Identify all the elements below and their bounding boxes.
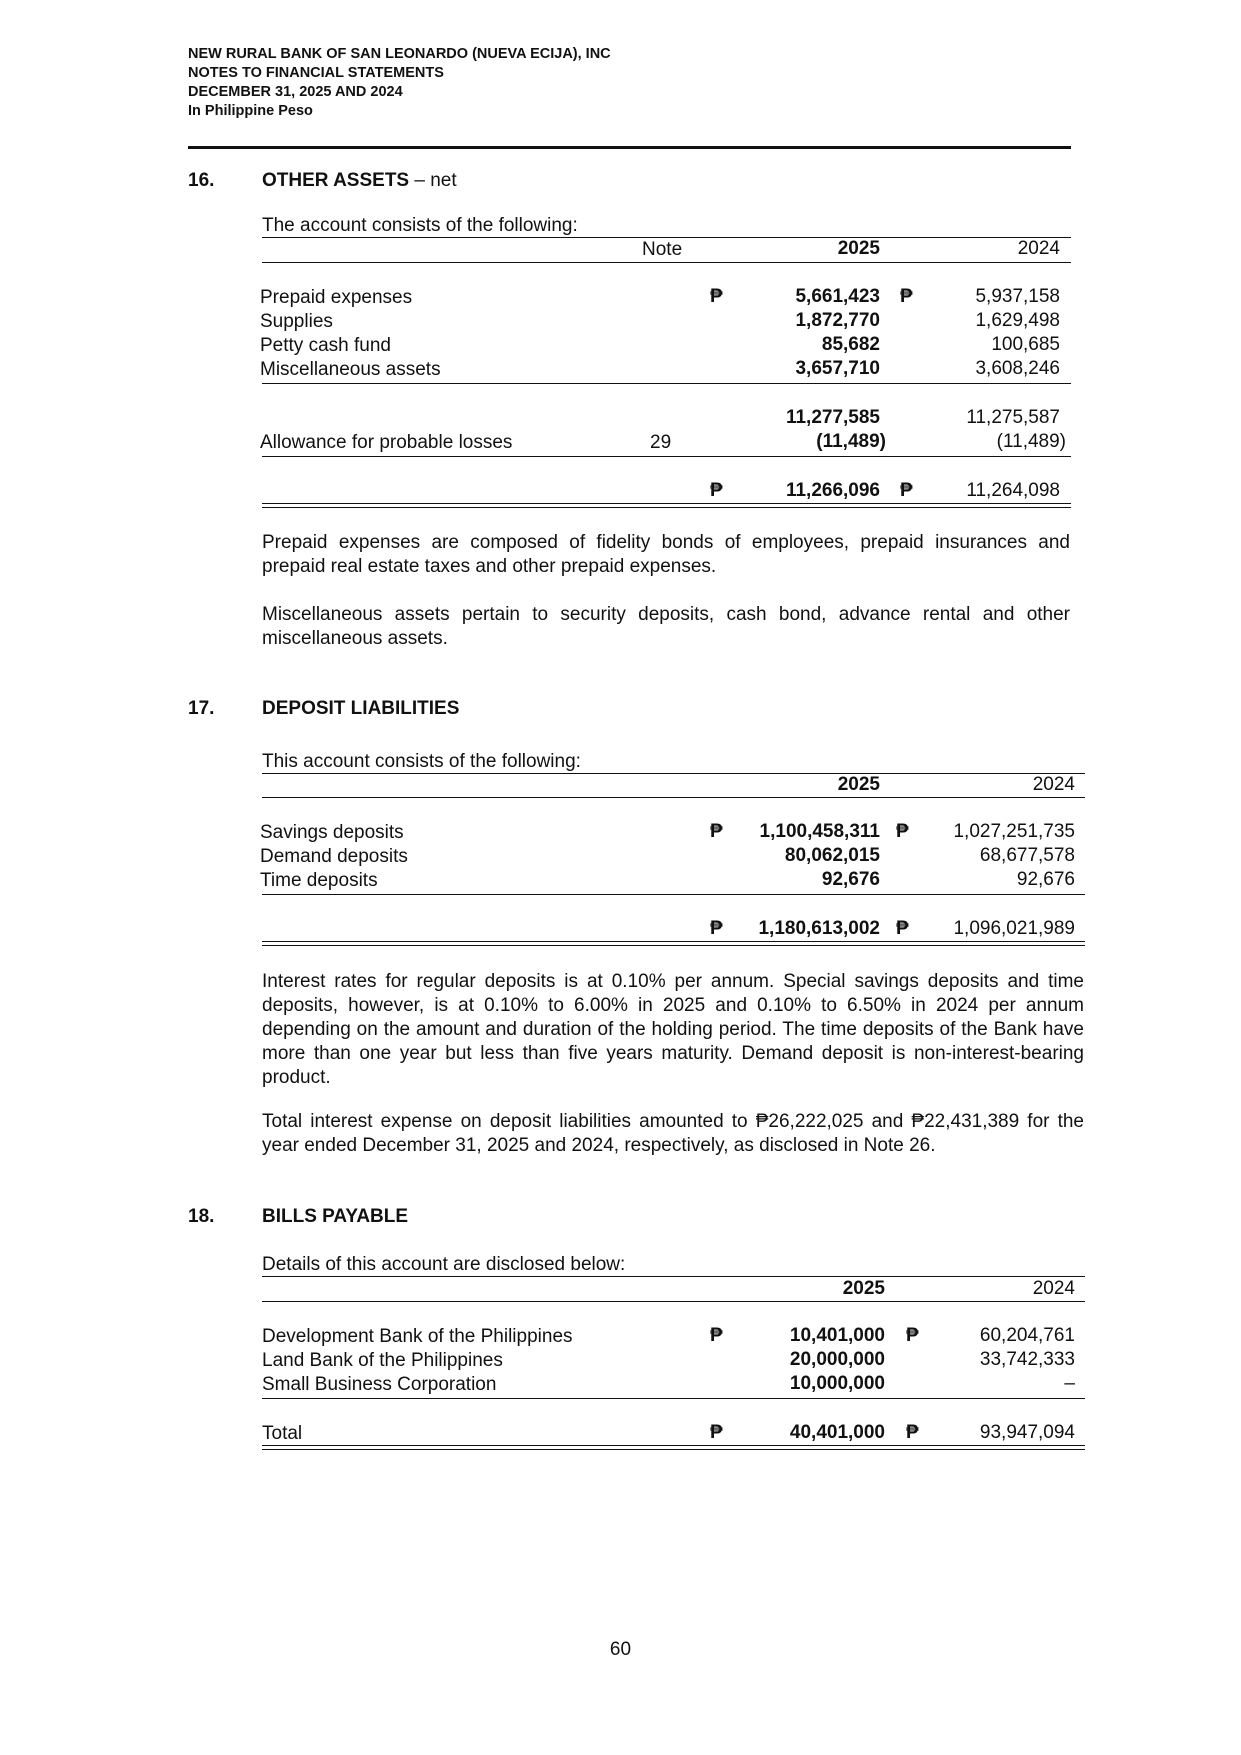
s17-total-rule <box>262 894 1085 895</box>
s16-subtotal-rule <box>262 383 1071 384</box>
s16-subtotal-2024: 11,275,587 <box>966 407 1060 428</box>
section-17-title: DEPOSIT LIABILITIES <box>262 698 460 719</box>
s16-allowance-2025: (11,489) <box>816 431 886 452</box>
s17-row-label: Demand deposits <box>260 846 408 867</box>
s16-row-2025: 85,682 <box>821 334 880 355</box>
s18-row-2025: 20,000,000 <box>789 1349 885 1370</box>
s16-row-label: Supplies <box>260 311 333 332</box>
s17-row-2024: 1,027,251,735 <box>953 821 1075 842</box>
s16-row-label: Miscellaneous assets <box>260 359 441 380</box>
section-18-number: 18. <box>188 1206 215 1227</box>
s17-header-rule <box>262 797 1085 798</box>
section-16-title-main: OTHER ASSETS <box>262 170 410 191</box>
section-17-intro: This account consists of the following: <box>262 751 581 772</box>
s18-row-2024: 33,742,333 <box>979 1349 1075 1370</box>
section-17-number: 17. <box>188 698 215 719</box>
peso-sign: ₱ <box>710 480 723 501</box>
s16-col-note: Note <box>642 239 683 260</box>
s16-col-2025: 2025 <box>837 238 880 259</box>
s16-row-2025: 1,872,770 <box>795 310 880 331</box>
s17-col-2024: 2024 <box>1032 774 1075 795</box>
s17-paragraph-2: Total interest expense on deposit liabilities amounted to ₱26,222,025 and ₱22,431,389 for the year ended December 31, 2025 and 2024, respectively, as disclosed in Note 26. <box>262 1111 1084 1156</box>
s17-double-rule <box>262 941 1085 946</box>
peso-sign: ₱ <box>710 1325 723 1346</box>
s17-row-2024: 92,676 <box>1016 869 1075 890</box>
s16-paragraph-2: Miscellaneous assets pertain to security deposits, cash bond, advance rental and other miscellaneous assets. <box>262 604 1070 649</box>
section-16-number: 16. <box>188 170 215 191</box>
s16-row-2024: 3,608,246 <box>975 358 1060 379</box>
s18-table-top-rule <box>262 1276 1085 1277</box>
s18-row-label: Development Bank of the Philippines <box>262 1326 573 1347</box>
page-number: 60 <box>609 1639 632 1660</box>
s17-row-label: Time deposits <box>260 870 378 891</box>
s16-row-2025: 3,657,710 <box>795 358 880 379</box>
s18-total-rule <box>262 1398 1085 1399</box>
peso-sign: ₱ <box>896 918 909 939</box>
section-18-title: BILLS PAYABLE <box>262 1206 409 1227</box>
s16-paragraph-1: Prepaid expenses are composed of fidelity bonds of employees, prepaid insurances and prepaid real estate taxes and other prepaid expenses. <box>262 532 1070 577</box>
s18-double-rule <box>262 1445 1085 1450</box>
s18-header-rule <box>262 1301 1085 1302</box>
peso-sign: ₱ <box>906 1422 919 1443</box>
s16-total-rule <box>262 456 1071 457</box>
s18-col-2024: 2024 <box>1032 1278 1075 1299</box>
peso-sign: ₱ <box>906 1325 919 1346</box>
peso-sign: ₱ <box>900 286 913 307</box>
document-date: DECEMBER 31, 2025 AND 2024 <box>188 84 403 100</box>
s17-total-2024: 1,096,021,989 <box>953 918 1075 939</box>
s17-table-top-rule <box>262 773 1085 774</box>
s18-row-label: Small Business Corporation <box>262 1374 497 1395</box>
s18-total-2025: 40,401,000 <box>789 1422 885 1443</box>
s16-row-2024: 1,629,498 <box>975 310 1060 331</box>
company-name: NEW RURAL BANK OF SAN LEONARDO (NUEVA ECIJA), INC <box>188 46 611 62</box>
peso-sign: ₱ <box>710 286 723 307</box>
s17-total-2025: 1,180,613,002 <box>758 918 880 939</box>
header-rule <box>188 146 1071 149</box>
s16-row-label: Petty cash fund <box>260 335 391 356</box>
s17-row-2025: 92,676 <box>821 869 880 890</box>
s16-allowance-label: Allowance for probable losses <box>260 432 513 453</box>
s18-row-2024: – <box>1064 1373 1075 1394</box>
s16-row-2025: 5,661,423 <box>795 286 880 307</box>
s16-row-2024: 5,937,158 <box>975 286 1060 307</box>
s17-row-2025: 1,100,458,311 <box>759 821 880 842</box>
s18-row-2025: 10,401,000 <box>789 1325 885 1346</box>
s18-row-2024: 60,204,761 <box>979 1325 1075 1346</box>
s16-subtotal-2025: 11,277,585 <box>785 407 880 428</box>
s16-total-2024: 11,264,098 <box>966 480 1060 501</box>
section-16-intro: The account consists of the following: <box>262 215 578 236</box>
s16-row-label: Prepaid expenses <box>260 287 413 308</box>
section-18-intro: Details of this account are disclosed below: <box>262 1254 626 1275</box>
section-16-title-suffix: – net <box>409 170 457 191</box>
s16-row-2024: 100,685 <box>991 334 1060 355</box>
s16-double-rule <box>262 503 1071 508</box>
s18-row-label: Land Bank of the Philippines <box>262 1350 503 1371</box>
s18-total-2024: 93,947,094 <box>979 1422 1075 1443</box>
s18-total-label: Total <box>262 1423 303 1444</box>
s17-paragraph-1: Interest rates for regular deposits is at 0.10% per annum. Special savings deposits and time deposits, however, is at 0.10% to 6.00% in 2025 and 0.10% to 6.50% in 2024 per annum depending on the amount and duration of the holding period. The time deposits of the Bank have more than one year but less than five years maturity. Demand deposit is non-interest-bearing product. <box>262 971 1084 1088</box>
s16-col-2024: 2024 <box>1017 238 1060 259</box>
s18-col-2025: 2025 <box>842 1278 885 1299</box>
peso-sign: ₱ <box>710 918 723 939</box>
s17-row-2025: 80,062,015 <box>784 845 880 866</box>
peso-sign: ₱ <box>710 821 723 842</box>
s16-header-rule <box>262 262 1071 263</box>
s17-col-2025: 2025 <box>837 774 880 795</box>
section-16-title <box>262 170 457 192</box>
s16-allowance-2024: (11,489) <box>996 431 1066 452</box>
document-title: NOTES TO FINANCIAL STATEMENTS <box>188 65 444 81</box>
s16-total-2025: 11,266,096 <box>785 480 880 501</box>
peso-sign: ₱ <box>710 1422 723 1443</box>
s16-allowance-note: 29 <box>650 432 672 453</box>
s17-row-2024: 68,677,578 <box>979 845 1075 866</box>
s17-row-label: Savings deposits <box>260 822 404 843</box>
s18-row-2025: 10,000,000 <box>789 1373 885 1394</box>
peso-sign: ₱ <box>896 821 909 842</box>
currency-note: In Philippine Peso <box>188 103 313 119</box>
peso-sign: ₱ <box>900 480 913 501</box>
